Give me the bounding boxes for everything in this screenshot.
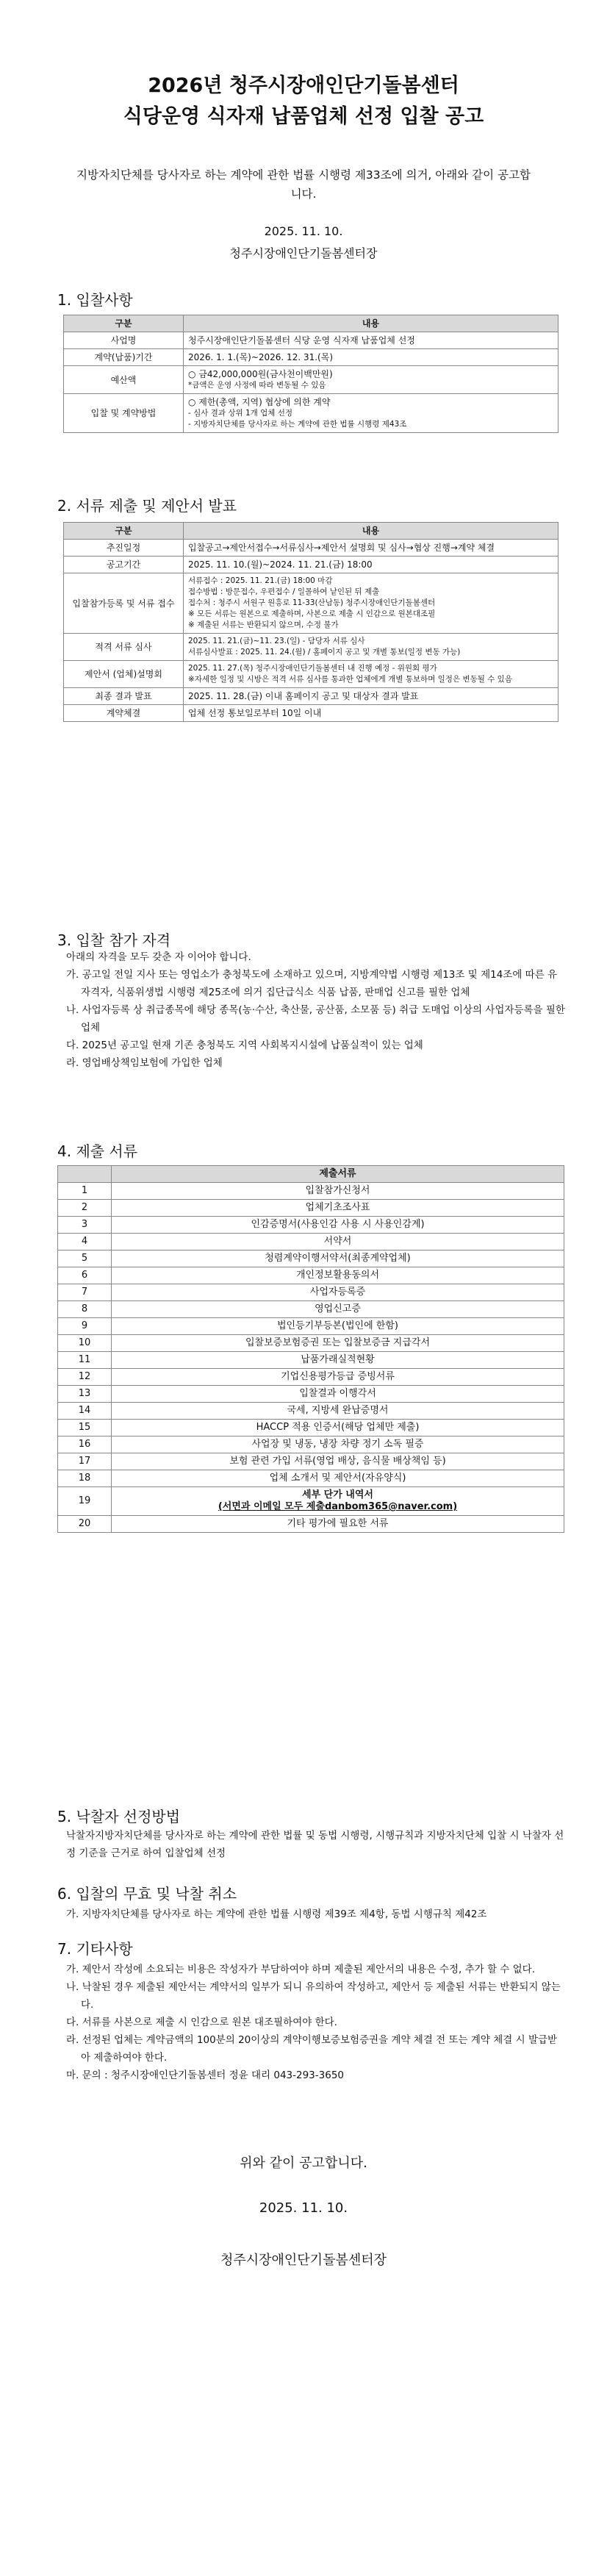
row-label: 계약체결	[64, 705, 184, 722]
table-row	[64, 705, 558, 722]
list-item: 라. 선정된 업체는 계약금액의 100분의 20이상의 계약이행보증보험증권을 계약 체결 전 또는 계약 체결 시 발급받아 제출하여야 한다.	[66, 2034, 558, 2064]
table-row	[64, 661, 558, 688]
row-text: ○ 금42,000,000원(금사천이백만원)	[188, 369, 333, 379]
section-4-heading: 4. 제출 서류	[57, 1142, 138, 1160]
table-row	[64, 332, 558, 349]
col-header: 내용	[184, 315, 558, 332]
table-row: 18 업체 소개서 및 제안서(자유양식)	[58, 1470, 564, 1487]
table-row: 6 개인정보활용동의서	[58, 1267, 564, 1284]
misc-list	[66, 1961, 566, 2084]
table-row: 20 기타 평가에 필요한 서류	[58, 1516, 564, 1533]
row-text: ○ 제한(총액, 지역) 협상에 의한 계약	[188, 397, 331, 407]
row-text: 2025. 11. 27.(목) 청주시장애인단기돌봄센터 내 진행 예정 - 위원회 평가	[188, 664, 437, 673]
section-2-heading: 2. 서류 제출 및 제안서 발표	[57, 497, 237, 515]
list-item: 가. 공고일 전일 지사 또는 영업소가 충청북도에 소재하고 있으며, 지방계약법 시행령 제13조 및 제14조에 따른 유자격자, 식품위생법 시행령 제25조에 의거 집단급식소 식품 납품, 판매업 신고를 필한 업체	[66, 969, 558, 998]
title-line-2: 식당운영 식자재 납품업체 선정 입찰 공고	[123, 105, 484, 128]
title-line-1: 2026년 청주시장애인단기돌봄센터	[148, 74, 459, 97]
eligibility-list	[66, 948, 566, 1072]
row-note: - 심사 결과 상위 1개 업체 선정	[188, 409, 293, 418]
bid-info-table	[63, 315, 558, 433]
list-item: 라. 영업배상책임보험에 가입한 업체	[66, 1057, 223, 1069]
row-label: 사업명	[64, 332, 184, 349]
eligibility-lead: 아래의 자격을 모두 갖춘 자 이어야 합니다.	[66, 951, 251, 963]
col-header: 구분	[64, 315, 184, 332]
row-note: *금액은 운영 사정에 따라 변동될 수 있음	[188, 381, 326, 390]
list-item: 마. 문의 : 청주시장애인단기돌봄센터 정윤 대리 043-293-3650	[66, 2069, 344, 2081]
row-text: 2025. 11. 28.(금) 이내 홈페이지 공고 및 대상자 결과 발표	[188, 691, 419, 701]
section-3-heading: 3. 입찰 참가 자격	[57, 931, 171, 949]
list-item: 다. 서류를 사본으로 제출 시 인감으로 원본 대조필하여야 한다.	[66, 2017, 337, 2028]
table-row: 4 서약서	[58, 1234, 564, 1251]
row-text: 서류심사발표 : 2025. 11. 24.(월) / 홈페이지 공고 및 개별 통보(일정 변동 가능)	[188, 648, 461, 656]
email-link[interactable]: (서면과 이메일 모두 제출danbom365@naver.com)	[218, 1501, 458, 1512]
announce-date: 2025. 11. 10.	[264, 224, 343, 238]
table-row: 11 납품가래실적현황	[58, 1352, 564, 1369]
col-header: 구분	[64, 523, 184, 540]
row-text: 청주시장애인단기돌봄센터 식당 운영 식자재 납품업체 선정	[188, 335, 415, 346]
table-row: 15 HACCP 적용 인증서(해당 업체만 제출)	[58, 1420, 564, 1437]
announce-issuer: 청주시장애인단기돌봄센터장	[229, 246, 378, 260]
row-label: 예산액	[64, 366, 184, 394]
col-header: 제출서류	[112, 1166, 564, 1183]
table-row: 1 입찰참가신청서	[58, 1183, 564, 1200]
list-item: 다. 2025년 공고일 현재 기존 충청북도 지역 사회복지시설에 납품실적이 있는 업체	[66, 1040, 423, 1051]
row-text: 2025. 11. 21.(금)~11. 23.(일) - 담당자 서류 심사	[188, 637, 365, 645]
table-row: 16 사업장 및 냉동, 냉장 차량 정기 소독 필증	[58, 1437, 564, 1453]
row-note: ※ 제출된 서류는 반환되지 않으며, 수정 불가	[188, 620, 339, 629]
section-1-heading: 1. 입찰사항	[57, 291, 133, 309]
table-row: 17 보험 관련 가입 서류(영업 배상, 음식물 배상책임 등)	[58, 1453, 564, 1470]
table-row: 13 입찰결과 이행각서	[58, 1386, 564, 1403]
table-row	[64, 366, 558, 394]
documents-table	[57, 1165, 564, 1533]
row-label: 최종 결과 발표	[64, 688, 184, 705]
list-item: 나. 사업자등록 상 취급종목에 해당 종목(농·수산, 축산물, 공산품, 소모품 등) 취급 도매업 이상의 사업자등록을 필한 업체	[66, 1004, 565, 1034]
row-label: 계약(납품)기간	[64, 349, 184, 366]
table-row	[64, 557, 558, 573]
section-6-heading: 6. 입찰의 무효 및 낙찰 취소	[57, 1885, 237, 1903]
table-row	[64, 688, 558, 705]
list-item: 가. 제안서 작성에 소요되는 비용은 작성자가 부담하여야 하며 제출된 제안서의 내용은 수정, 추가 할 수 없다.	[66, 1964, 536, 1975]
closing-statement: 위와 같이 공고합니다.	[240, 2155, 367, 2171]
table-row: 9 법인등기부등본(법인에 한함)	[58, 1318, 564, 1335]
table-row	[64, 573, 558, 634]
table-row: 5 청렴계약이행서약서(최종계약업체)	[58, 1251, 564, 1267]
row-label: 적격 서류 심사	[64, 634, 184, 661]
table-row	[64, 349, 558, 366]
row-label: 입찰 및 계약방법	[64, 394, 184, 433]
intro-text: 지방자치단체를 당사자로 하는 계약에 관한 법률 시행령 제33조에 의거, 아래와 같이 공고합니다.	[76, 168, 531, 201]
row-label: 추진일정	[64, 540, 184, 557]
table-row: 12 기업신용평가등급 증빙서류	[58, 1369, 564, 1386]
row-text: 접수방법 : 방문접수, 우편접수 / 일몰하여 낱인된 뒤 제출	[188, 587, 380, 596]
section-7-heading: 7. 기타사항	[57, 1940, 133, 1958]
table-row: 2 업체기초조사표	[58, 1200, 564, 1217]
selection-method-text: 낙찰자지방자치단체를 당사자로 하는 계약에 관한 법률 및 동법 시행령, 시행규칙과 지방자치단체 입찰 시 낙찰자 선정 기준을 근거로 하여 입찰업체 선정	[66, 1830, 564, 1859]
col-header: 내용	[184, 523, 558, 540]
table-row	[64, 634, 558, 661]
table-row: 10 입찰보증보험증권 또는 입찰보증금 지급각서	[58, 1335, 564, 1352]
row-text: 접수처 : 청주시 서원구 원흥로 11-33(산남동) 청주시장애인단기돌봄센터	[188, 598, 436, 607]
table-row	[64, 540, 558, 557]
row-text: 업체 선정 통보일로부터 10일 이내	[188, 708, 322, 718]
closing-issuer: 청주시장애인단기돌봄센터장	[220, 2253, 387, 2268]
table-row: 3 인감증명서(사용인감 사용 시 사용인감계)	[58, 1217, 564, 1234]
closing-date: 2025. 11. 10.	[259, 2200, 348, 2216]
schedule-table	[63, 522, 558, 722]
row-text: 2025. 11. 10.(월)~2024. 11. 21.(금) 18:00	[188, 559, 373, 570]
row-text: 2026. 1. 1.(목)~2026. 12. 31.(목)	[188, 352, 333, 362]
table-row: 7 사업자등록증	[58, 1284, 564, 1301]
col-header	[58, 1166, 112, 1183]
table-row: 8 영업신고증	[58, 1301, 564, 1318]
row-label: 공고기간	[64, 557, 184, 573]
invalidation-text: 가. 지방자치단체를 당사자로 하는 계약에 관한 법률 시행령 제39조 제4항, 동법 시행규칙 제42조	[66, 1908, 487, 1920]
row-text: 입찰공고→제안서접수→서류심사→제안서 설명회 및 심사→협상 진행→계약 체결	[188, 543, 495, 553]
row-label: 제안서 (업체)설명회	[64, 661, 184, 688]
table-row	[64, 394, 558, 433]
row-note: ※ 모든 서류는 원본으로 제출하며, 사본으로 제출 시 인감으로 원본대조필	[188, 609, 436, 618]
table-row: 14 국세, 지방세 완납증명서	[58, 1403, 564, 1420]
row-note: - 지방자치단체를 당사자로 하는 계약에 관한 법률 시행령 제43조	[188, 420, 407, 429]
row-text: 서류접수 : 2025. 11. 21.(금) 18:00 마감	[188, 576, 333, 585]
row-label: 입찰참가등록 및 서류 접수	[64, 573, 184, 634]
row-note: ※자세한 일정 및 시방은 적격 서류 심사를 통과한 업체에게 개별 통보하며 일정은 변동될 수 있음	[188, 675, 512, 684]
section-5-heading: 5. 낙찰자 선정방법	[57, 1808, 181, 1825]
table-row: 19 세부 단가 내역서 (서면과 이메일 모두 제출danbom365@naver.com)	[58, 1487, 564, 1516]
list-item: 나. 낙찰된 경우 제출된 제안서는 계약서의 일부가 되니 유의하여 작성하고, 제안서 등 제출된 서류는 반환되지 않는다.	[66, 1981, 561, 2011]
